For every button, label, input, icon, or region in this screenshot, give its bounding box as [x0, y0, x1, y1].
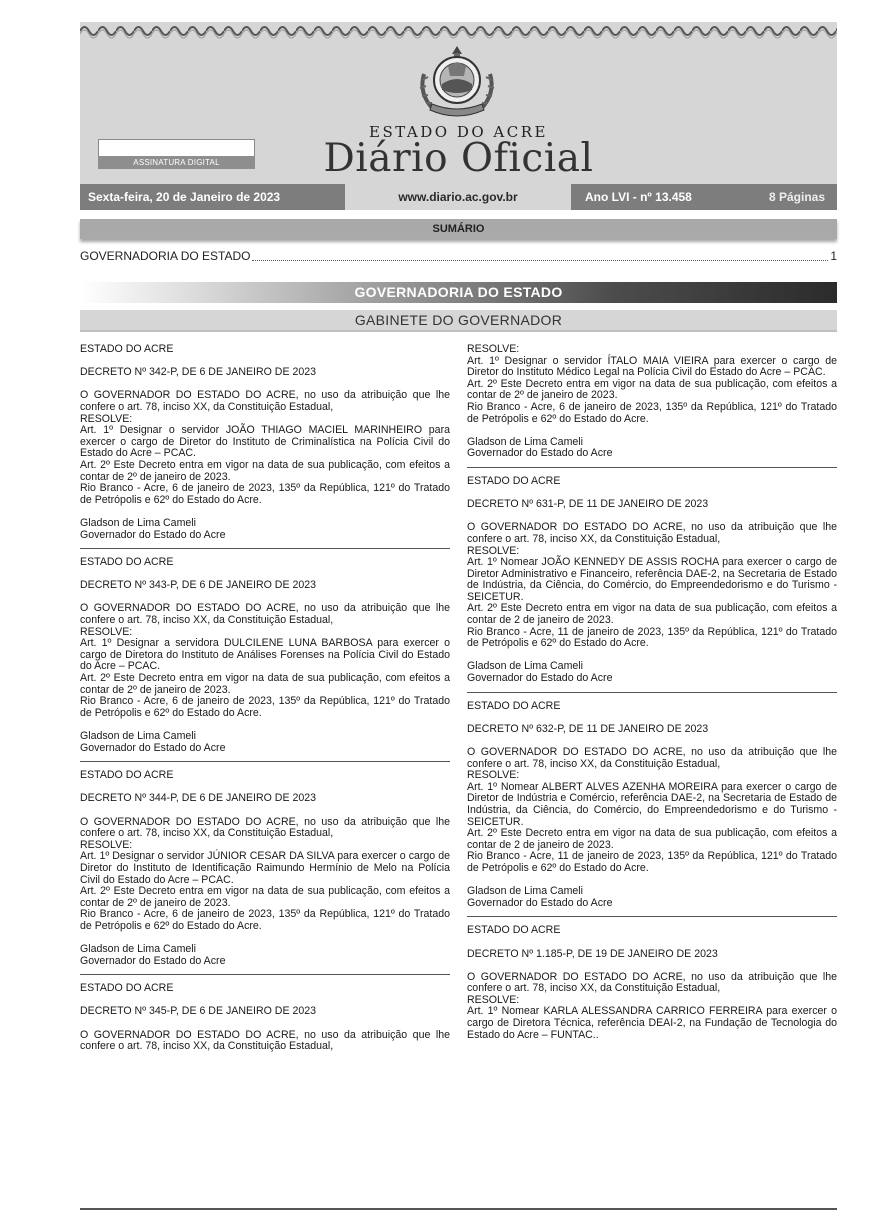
footer-rule	[80, 1208, 837, 1210]
decree-closing: Rio Branco - Acre, 11 de janeiro de 2023, 135º da República, 121º do Tratado de Petrópolis e 62º do Estado do Acre.	[467, 850, 837, 874]
decree-state: ESTADO DO ACRE	[80, 343, 174, 355]
signature-label: ASSINATURA DIGITAL	[98, 156, 255, 169]
decree-article-1: Art. 1º Designar o servidor JOÃO THIAGO MACIEL MARINHEIRO para exercer o cargo de Diretor do Instituto de Criminalística na Polícia Civil do Estado do Acre – PCAC.	[80, 424, 450, 460]
decree-intro: O GOVERNADOR DO ESTADO DO ACRE, no uso da atribuição que lhe confere o art. 78, inciso XX, da Constituição Estadual,	[80, 1028, 450, 1053]
decree-resolve: RESOLVE:	[467, 343, 520, 355]
decree-signer: Gladson de Lima Cameli	[467, 435, 583, 448]
decree-signer: Gladson de Lima Cameli	[467, 660, 583, 673]
decree-article-1: Art. 1º Nomear KARLA ALESSANDRA CARRICO FERREIRA para exercer o cargo de Diretora Técnica, referência DEAI-2, na Fundação de Tecnologia do Estado do Acre – FUNTAC..	[467, 1005, 837, 1041]
decree-signer-title: Governador do Estado do Acre	[467, 896, 613, 909]
divider	[467, 467, 837, 468]
decorative-border	[80, 22, 837, 40]
divider	[467, 916, 837, 917]
page-count: 8 Páginas	[768, 190, 825, 204]
toc-entry-label: GOVERNADORIA DO ESTADO	[80, 249, 251, 263]
decree-state: ESTADO DO ACRE	[467, 699, 561, 712]
decree-article-2: Art. 2º Este Decreto entra em vigor na data de sua publicação, com efeitos a contar de 2º de janeiro de 2023.	[80, 672, 450, 696]
decree-article-2: Art. 2º Este Decreto entra em vigor na data de sua publicação, com efeitos a contar de 2 de janeiro de 2023.	[467, 602, 837, 627]
left-column	[80, 344, 450, 1053]
decree-title: DECRETO Nº 342-P, DE 6 DE JANEIRO DE 2023	[80, 366, 317, 379]
summary-title: SUMÁRIO	[432, 223, 485, 235]
divider	[467, 692, 837, 693]
paper-title: Diário Oficial	[323, 136, 594, 181]
decree-resolve: RESOLVE:	[467, 993, 520, 1006]
divider	[80, 548, 450, 549]
decree-resolve: RESOLVE:	[80, 838, 133, 851]
right-column	[467, 344, 837, 1041]
state-name: ESTADO DO ACRE	[369, 123, 548, 141]
section-title: GOVERNADORIA DO ESTADO	[354, 284, 563, 300]
decree-signer: Gladson de Lima Cameli	[80, 730, 196, 742]
divider	[80, 761, 450, 762]
decree-intro: O GOVERNADOR DO ESTADO DO ACRE, no uso da atribuição que lhe confere o art. 78, inciso XX, da Constituição Estadual,	[80, 815, 450, 840]
decree-resolve: RESOLVE:	[467, 769, 520, 782]
decree-signer: Gladson de Lima Cameli	[80, 943, 196, 956]
decree-block	[80, 770, 450, 967]
decree-closing: Rio Branco - Acre, 11 de janeiro de 2023, 135º da República, 121º do Tratado de Petrópolis e 62º do Estado do Acre.	[467, 625, 837, 650]
decree-signer-title: Governador do Estado do Acre	[80, 954, 226, 967]
decree-article-2: Art. 2º Este Decreto entra em vigor na data de sua publicação, com efeitos a contar de 2 de janeiro de 2023.	[467, 827, 837, 851]
coat-of-arms-icon	[414, 44, 500, 118]
decree-intro: O GOVERNADOR DO ESTADO DO ACRE, no uso da atribuição que lhe confere o art. 78, inciso XX, da Constituição Estadual,	[467, 970, 837, 995]
decree-state: ESTADO DO ACRE	[80, 982, 174, 995]
decree-block	[467, 476, 837, 685]
decree-signer: Gladson de Lima Cameli	[467, 885, 583, 898]
decree-state: ESTADO DO ACRE	[467, 924, 561, 937]
decree-block	[80, 344, 450, 541]
toc-leader-dots	[252, 249, 828, 261]
decree-article-1: Art. 1º Designar a servidora DULCILENE LUNA BARBOSA para exercer o cargo de Diretora do Instituto de Análises Forenses na Polícia Civil do Estado do Acre – PCAC.	[80, 637, 450, 673]
decree-block	[467, 701, 837, 910]
decree-article-1: Art. 1º Designar o servidor ÍTALO MAIA VIEIRA para exercer o cargo de Diretor do Instituto Médico Legal na Polícia Civil do Estado do Acre – PCAC.	[467, 354, 837, 379]
decree-title: DECRETO Nº 631-P, DE 11 DE JANEIRO DE 2023	[467, 498, 709, 511]
decree-resolve: RESOLVE:	[467, 544, 520, 557]
decree-article-2: Art. 2º Este Decreto entra em vigor na data de sua publicação, com efeitos a contar de 2º de janeiro de 2023.	[80, 885, 450, 909]
decree-closing: Rio Branco - Acre, 6 de janeiro de 2023, 135º da República, 121º do Tratado de Petrópolis e 62º do Estado do Acre.	[80, 482, 450, 506]
decree-signer-title: Governador do Estado do Acre	[80, 528, 226, 541]
decree-closing: Rio Branco - Acre, 6 de janeiro de 2023, 135º da República, 121º do Tratado de Petrópolis e 62º do Estado do Acre.	[80, 908, 450, 932]
decree-article-2: Art. 2º Este Decreto entra em vigor na data de sua publicação, com efeitos a contar de 2º de janeiro de 2023.	[467, 377, 837, 402]
decree-title: DECRETO Nº 632-P, DE 11 DE JANEIRO DE 2023	[467, 722, 709, 735]
decree-signer-title: Governador do Estado do Acre	[80, 741, 226, 754]
decree-signer-title: Governador do Estado do Acre	[467, 447, 613, 460]
decree-intro: O GOVERNADOR DO ESTADO DO ACRE, no uso da atribuição que lhe confere o art. 78, inciso XX, da Constituição Estadual,	[467, 521, 837, 545]
decree-title: DECRETO Nº 344-P, DE 6 DE JANEIRO DE 2023	[80, 792, 317, 805]
decree-title: DECRETO Nº 343-P, DE 6 DE JANEIRO DE 2023	[80, 579, 317, 592]
decree-closing: Rio Branco - Acre, 6 de janeiro de 2023, 135º da República, 121º do Tratado de Petrópolis e 62º do Estado do Acre.	[80, 695, 450, 719]
decree-block	[467, 344, 837, 460]
decree-block	[467, 925, 837, 1041]
decree-state: ESTADO DO ACRE	[467, 474, 561, 487]
toc-entry[interactable]	[80, 249, 837, 265]
decree-block	[80, 557, 450, 754]
divider	[80, 974, 450, 975]
decree-article-1: Art. 1º Designar o servidor JÚNIOR CESAR DA SILVA para exercer o cargo de Diretor do Instituto de Identificação Raimundo Hermínio de Melo na Polícia Civil do Estado do Acre – PCAC.	[80, 850, 450, 886]
decree-title: DECRETO Nº 345-P, DE 6 DE JANEIRO DE 2023	[80, 1005, 317, 1018]
decree-signer: Gladson de Lima Cameli	[80, 516, 196, 529]
decree-title: DECRETO Nº 1.185-P, DE 19 DE JANEIRO DE 2023	[467, 947, 718, 960]
decree-article-1: Art. 1º Nomear JOÃO KENNEDY DE ASSIS ROCHA para exercer o cargo de Diretor Administrativo e Financeiro, referência DAE-2, na Secretaria de Estado de Indústria, da Ciência, do Comércio, do Empreendedorismo e do Turismo - SEICETUR.	[467, 556, 837, 603]
decree-closing: Rio Branco - Acre, 6 de janeiro de 2023, 135º da República, 121º do Tratado de Petrópolis e 62º do Estado do Acre.	[467, 400, 837, 425]
decree-state: ESTADO DO ACRE	[80, 556, 174, 569]
decree-signer-title: Governador do Estado do Acre	[467, 672, 613, 685]
decree-intro: O GOVERNADOR DO ESTADO DO ACRE, no uso da atribuição que lhe confere o art. 78, inciso XX, da Constituição Estadual,	[467, 746, 837, 770]
toc-entry-page: 1	[830, 249, 837, 263]
website-link[interactable]: www.diario.ac.gov.br	[398, 190, 518, 204]
decree-article-1: Art. 1º Nomear ALBERT ALVES AZENHA MOREIRA para exercer o cargo de Diretor de Indústria e Comércio, referência DAE-2, na Secretaria de Estado de Indústria, da Ciência, do Comércio, do Empreendedorismo e do Turismo - SEICETUR.	[467, 780, 837, 828]
decree-resolve: RESOLVE:	[80, 412, 133, 425]
decree-state: ESTADO DO ACRE	[80, 769, 174, 782]
decree-article-2: Art. 2º Este Decreto entra em vigor na data de sua publicação, com efeitos a contar de 2º de janeiro de 2023.	[80, 458, 450, 483]
issue-number: Ano LVI - nº 13.458	[585, 190, 692, 204]
decree-intro: O GOVERNADOR DO ESTADO DO ACRE, no uso da atribuição que lhe confere o art. 78, inciso XX, da Constituição Estadual,	[80, 389, 450, 413]
issue-date: Sexta-feira, 20 de Janeiro de 2023	[88, 190, 281, 204]
decree-resolve: RESOLVE:	[80, 625, 133, 638]
decree-intro: O GOVERNADOR DO ESTADO DO ACRE, no uso da atribuição que lhe confere o art. 78, inciso XX, da Constituição Estadual,	[80, 602, 450, 627]
decree-block	[80, 983, 450, 1053]
subsection-title: GABINETE DO GOVERNADOR	[354, 312, 563, 328]
